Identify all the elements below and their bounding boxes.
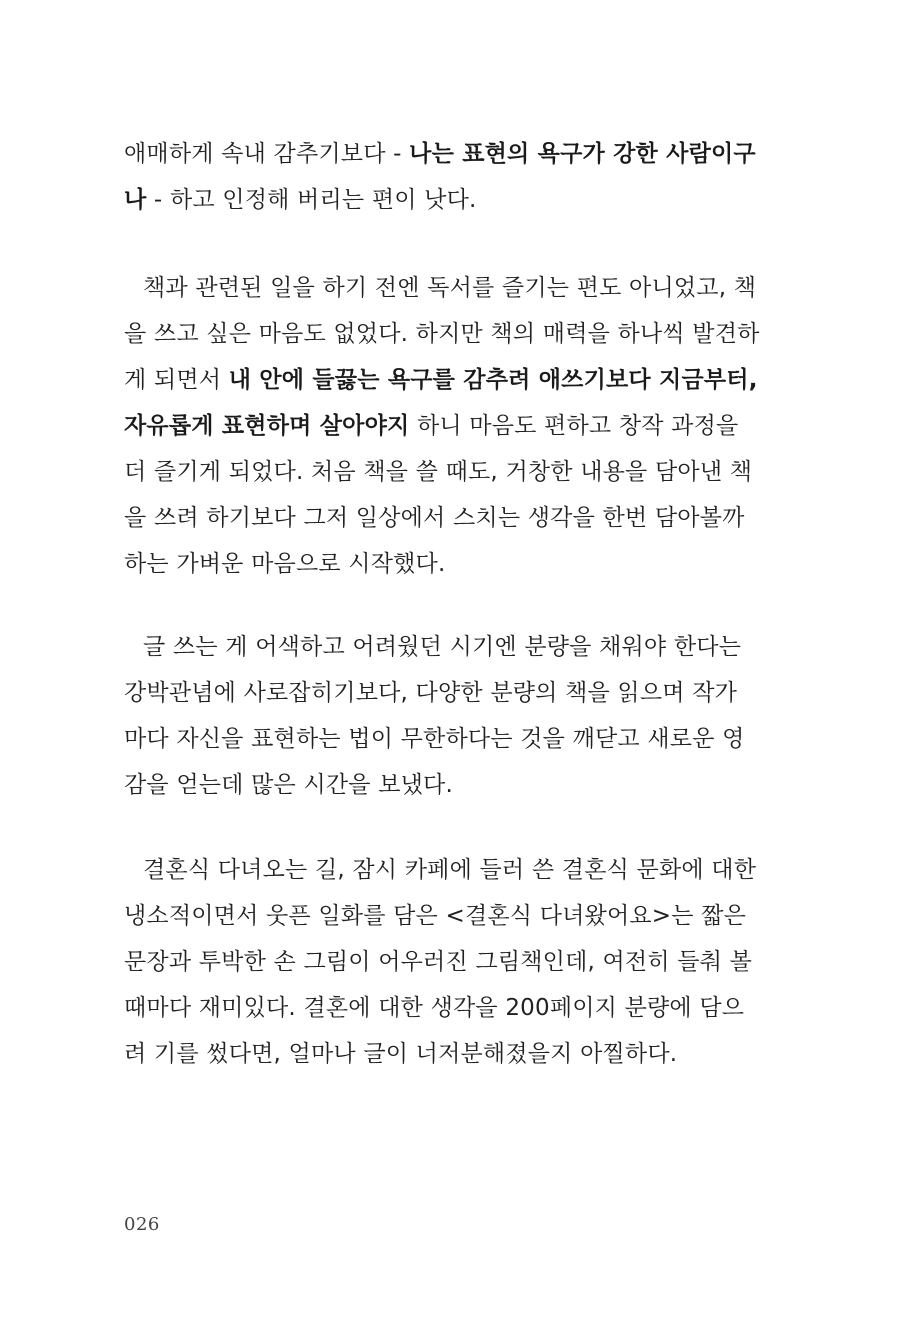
text-line bbox=[124, 670, 784, 716]
text-span: 더 즐기게 되었다. 처음 책을 쓸 때도, 거창한 내용을 담아낸 책 bbox=[124, 459, 753, 485]
paragraph-3 bbox=[124, 624, 784, 808]
text-span: 책과 관련된 일을 하기 전엔 독서를 즐기는 편도 아니었고, 책 bbox=[143, 275, 757, 301]
text-line bbox=[124, 847, 784, 893]
bold-text-span: 자유롭게 표현하며 살아야지 bbox=[124, 413, 410, 439]
text-span: 글 쓰는 게 어색하고 어려웠던 시기엔 분량을 채워야 한다는 bbox=[143, 634, 742, 660]
bold-text-span: 내 안에 들끓는 욕구를 감추려 애쓰기보다 지금부터, bbox=[228, 367, 758, 393]
page-number: 026 bbox=[124, 1214, 160, 1235]
bold-text-span: 나는 표현의 욕구가 강한 사람이구 bbox=[409, 141, 756, 167]
text-span: 게 되면서 bbox=[124, 367, 229, 393]
paragraph-4 bbox=[124, 847, 784, 1077]
text-line bbox=[124, 985, 784, 1031]
text-span: 마다 자신을 표현하는 법이 무한하다는 것을 깨닫고 새로운 영 bbox=[124, 726, 745, 752]
text-span: - 하고 인정해 버리는 편이 낫다. bbox=[146, 187, 477, 213]
text-span: 애매하게 속내 감추기보다 - bbox=[124, 141, 410, 167]
text-span: 을 쓰고 싶은 마음도 없었다. 하지만 책의 매력을 하나씩 발견하 bbox=[124, 321, 760, 347]
text-line bbox=[124, 762, 784, 808]
paragraph-2 bbox=[124, 265, 784, 587]
text-line bbox=[124, 939, 784, 985]
text-line bbox=[124, 541, 784, 587]
text-line bbox=[124, 403, 784, 449]
text-line bbox=[124, 357, 784, 403]
text-span: 하니 마음도 편하고 창작 과정을 bbox=[409, 413, 739, 439]
text-line bbox=[124, 495, 784, 541]
text-line bbox=[124, 131, 784, 177]
paragraph-1 bbox=[124, 131, 784, 223]
text-line bbox=[124, 265, 784, 311]
text-line bbox=[124, 449, 784, 495]
text-span: 강박관념에 사로잡히기보다, 다양한 분량의 책을 읽으며 작가 bbox=[124, 680, 738, 706]
text-line bbox=[124, 311, 784, 357]
text-span: 려 기를 썼다면, 얼마나 글이 너저분해졌을지 아찔하다. bbox=[124, 1041, 678, 1067]
text-span: 감을 얻는데 많은 시간을 보냈다. bbox=[124, 772, 453, 798]
text-span: 문장과 투박한 손 그림이 어우러진 그림책인데, 여전히 들춰 볼 bbox=[124, 949, 753, 975]
text-line bbox=[124, 624, 784, 670]
bold-text-span: 나 bbox=[124, 187, 147, 213]
text-line bbox=[124, 1031, 784, 1077]
text-span: 냉소적이면서 웃픈 일화를 담은 <결혼식 다녀왔어요>는 짧은 bbox=[124, 903, 747, 929]
text-span: 결혼식 다녀오는 길, 잠시 카페에 들러 쓴 결혼식 문화에 대한 bbox=[143, 857, 757, 883]
text-span: 하는 가벼운 마음으로 시작했다. bbox=[124, 551, 446, 577]
text-span: 때마다 재미있다. 결혼에 대한 생각을 200페이지 분량에 담으 bbox=[124, 995, 745, 1021]
text-line bbox=[124, 177, 784, 223]
text-span: 을 쓰려 하기보다 그저 일상에서 스치는 생각을 한번 담아볼까 bbox=[124, 505, 745, 531]
text-line bbox=[124, 893, 784, 939]
text-line bbox=[124, 716, 784, 762]
